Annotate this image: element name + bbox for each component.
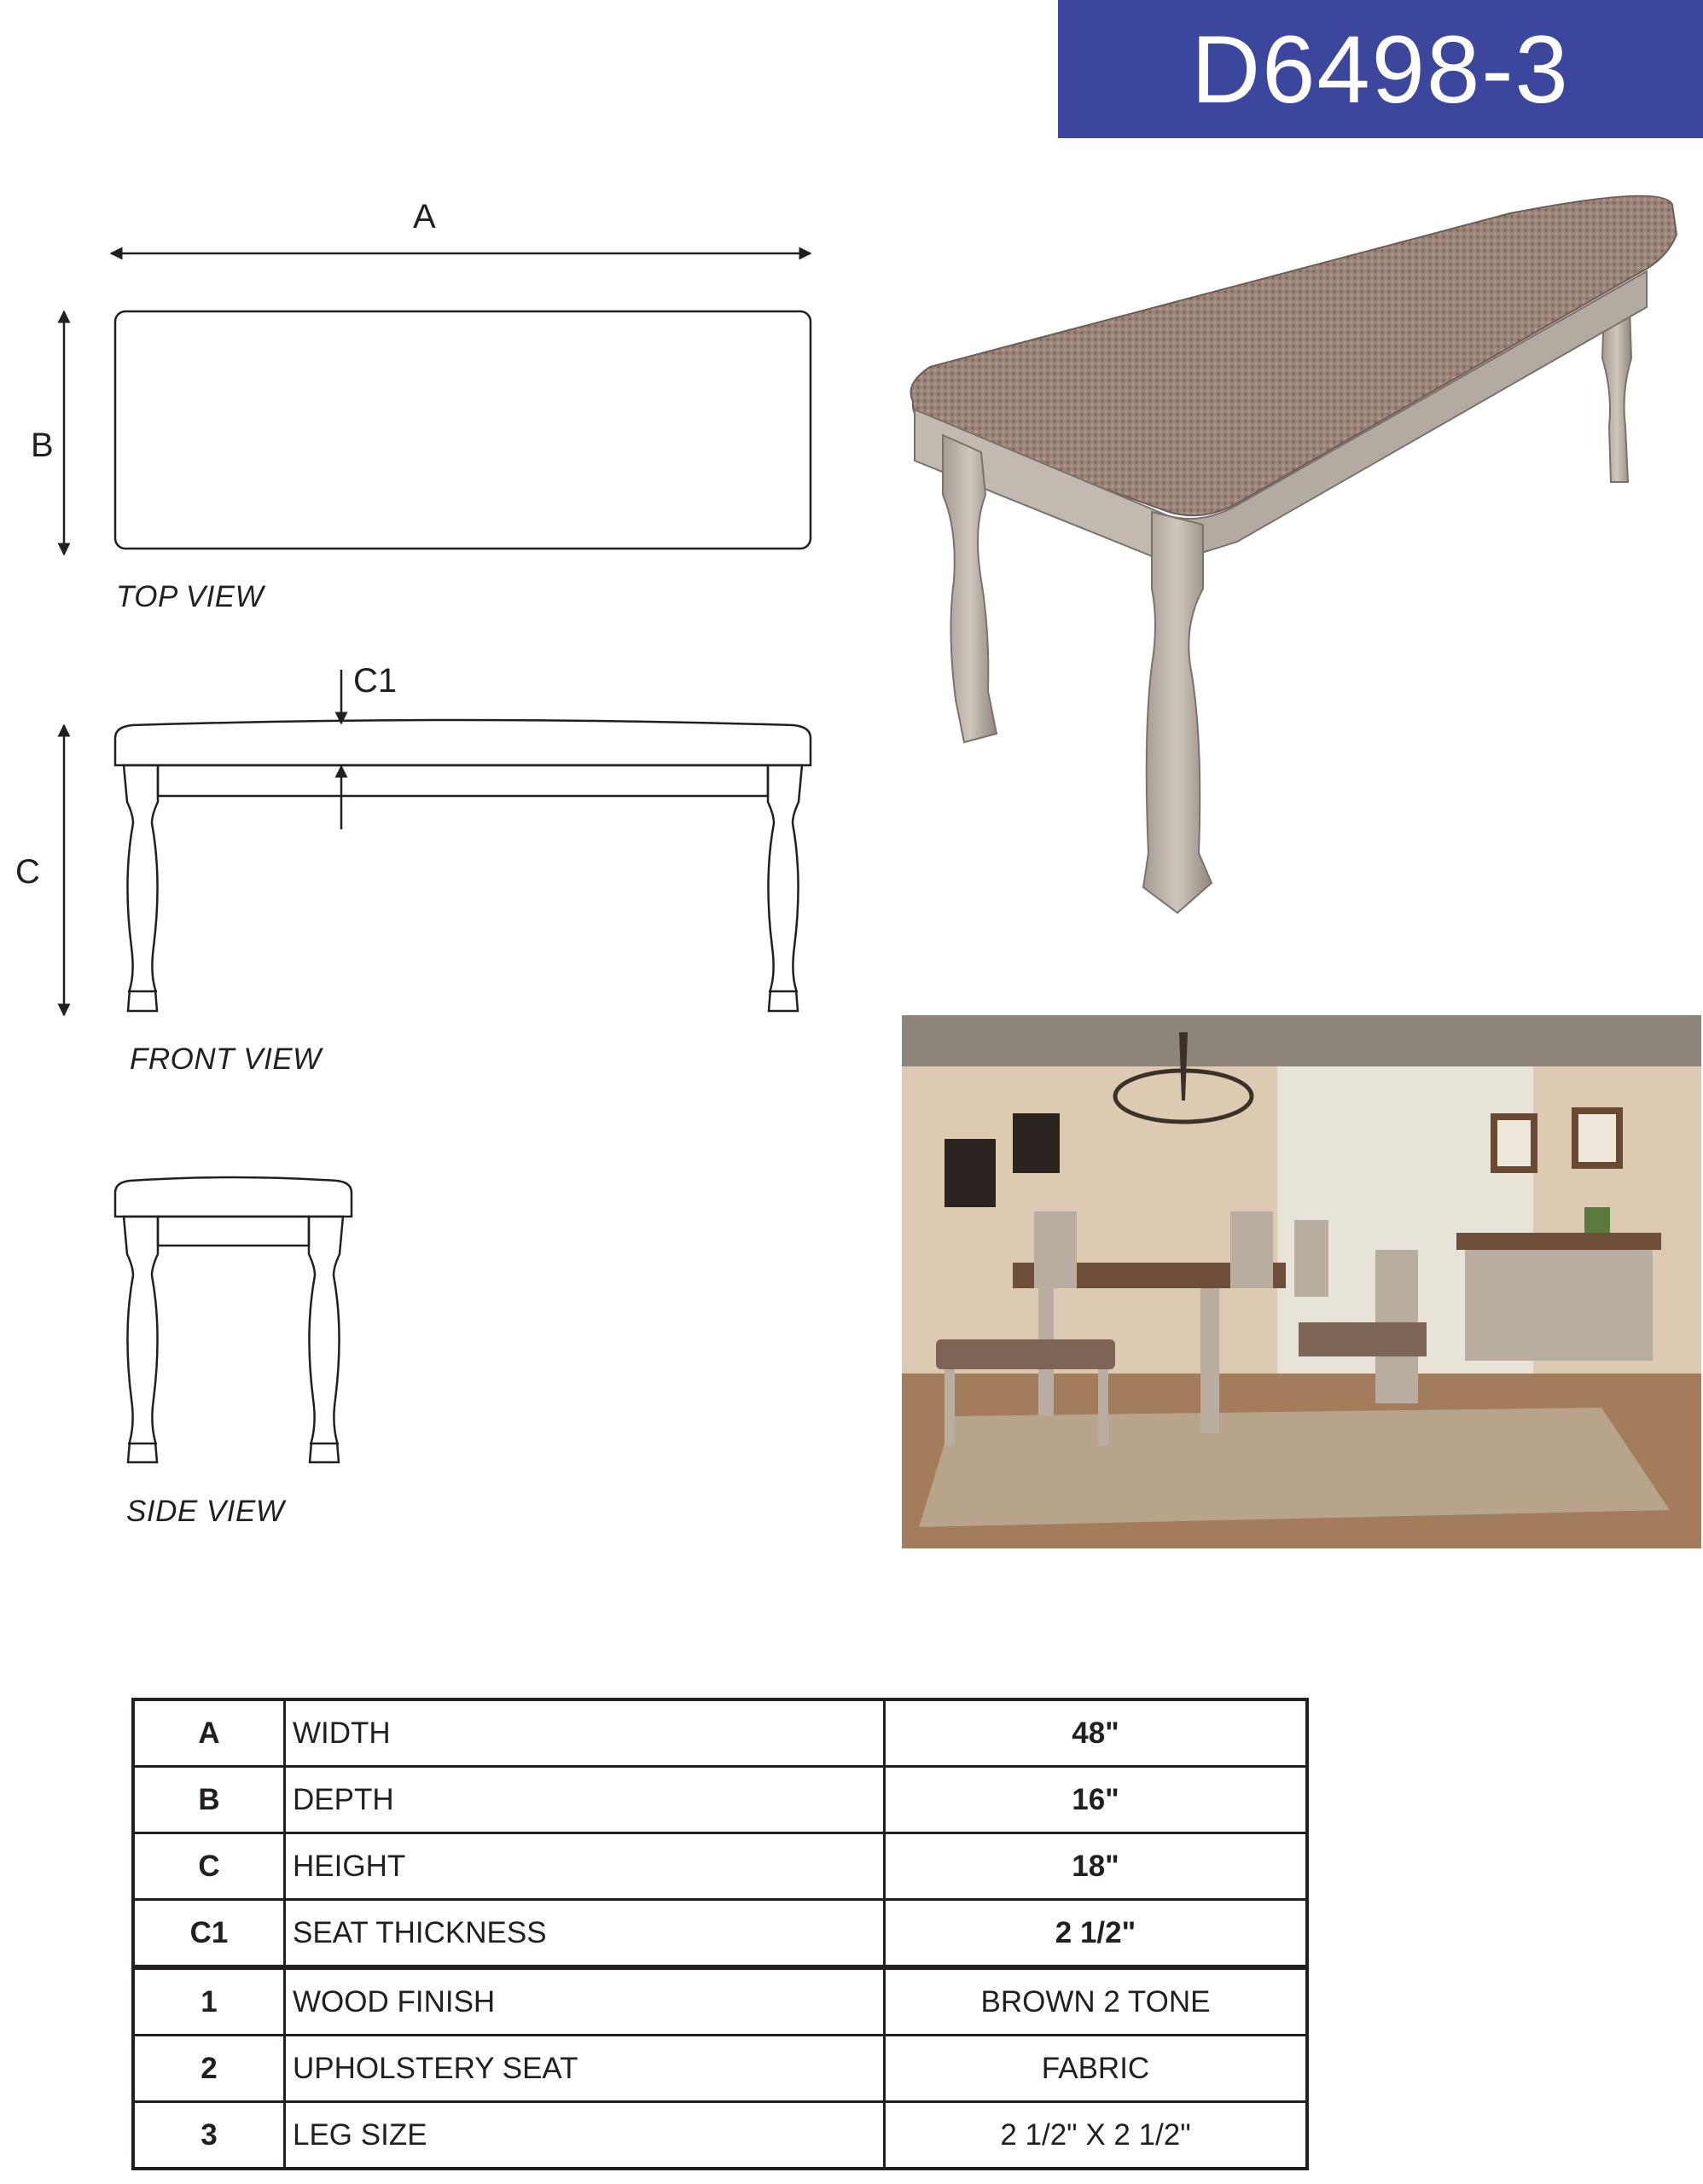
side-view-seat	[115, 1177, 352, 1217]
top-view-outline	[115, 311, 811, 549]
spec-value: 16"	[885, 1767, 1308, 1833]
table-row	[133, 1699, 1307, 1767]
spec-value: BROWN 2 TONE	[885, 1967, 1308, 2036]
dining-room-scene-photo	[902, 1015, 1701, 1548]
front-view-apron	[158, 765, 768, 796]
dim-c-label: C	[15, 853, 40, 891]
table-row	[133, 1967, 1307, 2036]
side-view-leg-left	[124, 1217, 158, 1462]
spec-name: HEIGHT	[285, 1833, 885, 1900]
model-number: D6498-3	[1191, 15, 1570, 123]
spec-name: LEG SIZE	[285, 2102, 885, 2169]
table-row	[133, 1833, 1307, 1900]
side-view-caption: SIDE VIEW	[126, 1495, 285, 1528]
table-row	[133, 2102, 1307, 2169]
front-view-leg-right	[768, 765, 802, 1011]
spec-key: 3	[133, 2102, 285, 2169]
bench-product-photo	[896, 188, 1689, 930]
spec-name: SEAT THICKNESS	[285, 1900, 885, 1968]
spec-value: FABRIC	[885, 2036, 1308, 2102]
front-view-caption: FRONT VIEW	[130, 1043, 322, 1076]
spec-value: 48"	[885, 1699, 1308, 1767]
spec-name: UPHOLSTERY SEAT	[285, 2036, 885, 2102]
spec-table	[131, 1698, 1309, 2170]
spec-name: WOOD FINISH	[285, 1967, 885, 2036]
dim-c1-label: C1	[353, 662, 398, 700]
spec-name: DEPTH	[285, 1767, 885, 1833]
top-view-caption: TOP VIEW	[116, 580, 264, 613]
spec-name: WIDTH	[285, 1699, 885, 1767]
table-row	[133, 1900, 1307, 1968]
spec-value: 2 1/2"	[885, 1900, 1308, 1968]
dim-a-label: A	[413, 198, 436, 235]
front-view-leg-left	[124, 765, 158, 1011]
side-view-apron	[158, 1217, 309, 1246]
spec-value: 18"	[885, 1833, 1308, 1900]
table-row	[133, 1767, 1307, 1833]
table-row	[133, 2036, 1307, 2102]
spec-key: 2	[133, 2036, 285, 2102]
dim-b-label: B	[31, 427, 54, 464]
spec-key: 1	[133, 1967, 285, 2036]
spec-value: 2 1/2" X 2 1/2"	[885, 2102, 1308, 2169]
spec-key: B	[133, 1767, 285, 1833]
spec-key: C	[133, 1833, 285, 1900]
side-view-leg-right	[309, 1217, 343, 1462]
spec-key: A	[133, 1699, 285, 1767]
front-view-seat	[115, 720, 811, 765]
spec-key: C1	[133, 1900, 285, 1968]
